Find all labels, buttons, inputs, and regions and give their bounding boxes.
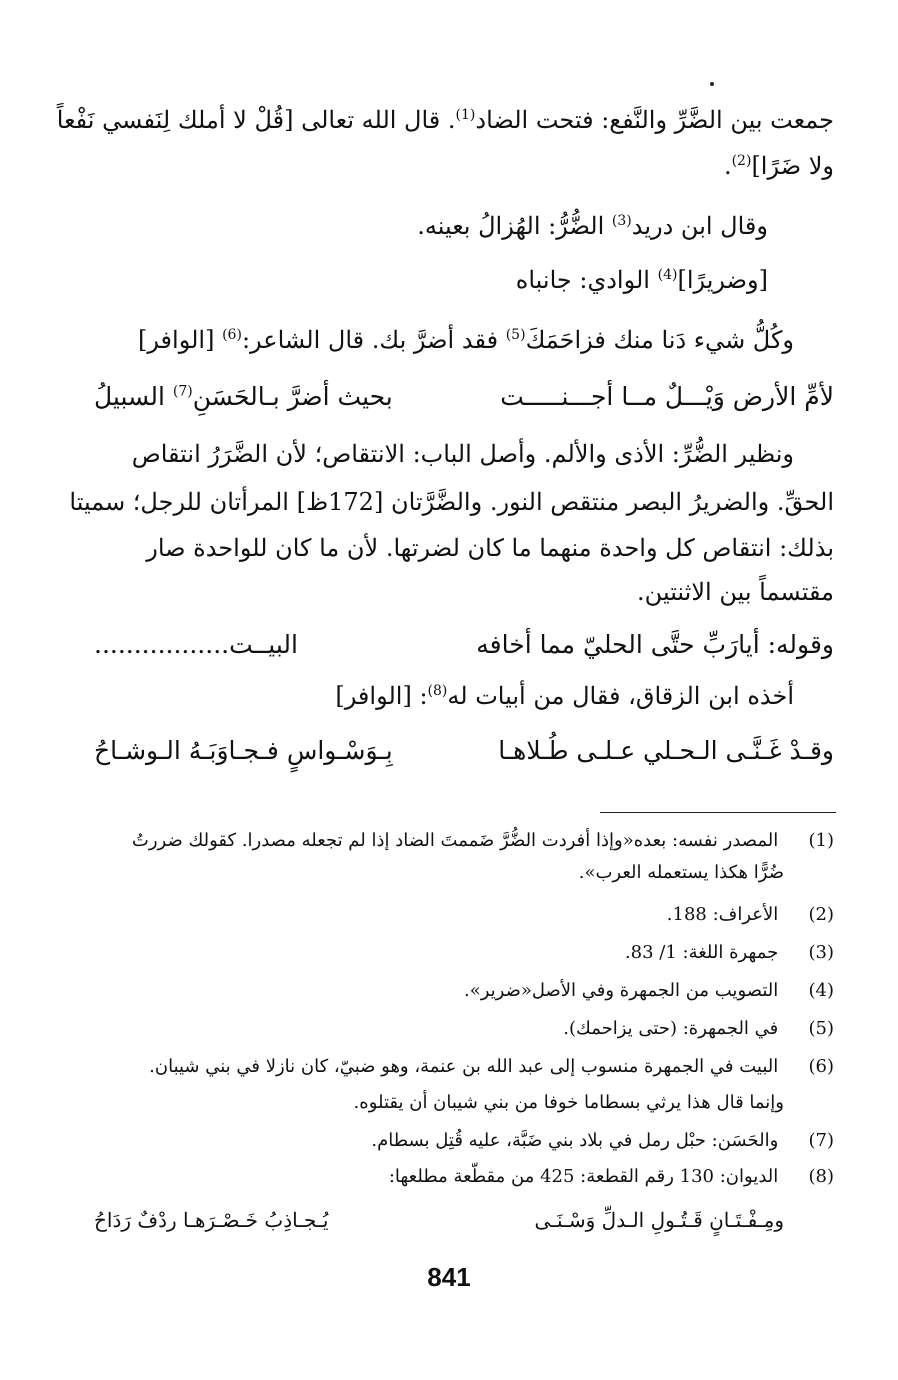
- footnote-5: (5) في الجمهرة: (حتى يزاحمك).: [563, 1018, 834, 1039]
- verse-first-hemistich: وقـدْ غَـنَّـى الـحـلي عـلـى طُـلاهـا: [498, 736, 834, 765]
- poem-verse-1: [94, 380, 834, 414]
- verse-second-hemistich: بحيث أضرَّ بـالحَسَنِ$^{(7)}$ السبيلُ: [94, 382, 393, 411]
- body-line-11: أخذه ابن الزقاق، فقال من أبيات له$^{(8)}$: [الوافر]: [335, 682, 794, 710]
- body-line-4: [وضريرًا]$^{(4)}$ الوادي: جانباه: [515, 266, 768, 294]
- body-line-2: ولا ضَرًا]$^{(2)}$.: [723, 152, 834, 180]
- footnote-1-cont: ضُرًّا هكذا يستعمله العرب».: [578, 862, 784, 883]
- body-line-6: ونظير الضُّرِّ: الأذى والألم. وأصل الباب: الانتقاص؛ لأن الضَّرَرُ انتقاص: [131, 440, 794, 468]
- body-line-1: جمعت بين الضَّرِّ والنَّفع: فتحت الضاد$^{(1)}$. قال الله تعالى [قُلْ لا أملك لِنَفسي نَفْعاً: [56, 106, 834, 134]
- footnote-7: (7) والحَسَن: حبْل رمل في بلاد بني ضَبَّة، عليه قُتِل بسطام.: [371, 1130, 834, 1151]
- footnote-1: (1) المصدر نفسه: بعده«وإذا أفردت الضُّرَّ ضَممتَ الضاد إذا لم تجعله مصدرا. كقولك ضررتُ: [131, 830, 834, 851]
- body-line-9: مقتسماً بين الاثنتين.: [637, 578, 834, 606]
- footnote-6-cont: وإنما قال هذا يرثي بسطاما خوفا من بني شيبان أن يقتلوه.: [353, 1092, 784, 1113]
- footnote-4: (4) التصويب من الجمهرة وفي الأصل«ضرير».: [463, 980, 834, 1001]
- footnote-3: (3) جمهرة اللغة: 1/ 83.: [624, 942, 834, 963]
- verse-first-hemistich: لأمِّ الأرض وَيْـــلٌ مــا أجـــنـــــت: [500, 382, 834, 411]
- footnote-verse: ومِـفْـتَـانٍ قَـتُـولِ الـدلِّ وَسْـنَـى يُـجـاذِبُ خَـصْـرَهـا ردْفٌ رَدَاحُ: [94, 1208, 784, 1232]
- body-line-3: وقال ابن دريد$^{(3)}$ الضُّرُّ: الهُزالُ بعينه.: [417, 212, 768, 240]
- verse-second-hemistich: بِـوَسْـواسٍ فـجـاوَبَـهُ الـوشـاحُ: [94, 736, 393, 765]
- page-number: 841: [427, 1262, 471, 1292]
- footnote-2: (2) الأعراف: 188.: [666, 904, 834, 925]
- poem-verse-2: [94, 734, 834, 768]
- footnote-8: (8) الديوان: 130 رقم القطعة: 425 من مقطّعة مطلعها:: [388, 1166, 834, 1187]
- ink-dot: [710, 82, 714, 86]
- body-line-7: الحقِّ. والضريرُ البصر منتقص النور. والضَّرَّتان [172ظ] المرأتان للرجل؛ سميتا: [69, 488, 834, 516]
- footnote-6: (6) البيت في الجمهرة منسوب إلى عبد الله بن عنمة، وهو ضبيّ، كان نازلا في بني شيبان.: [149, 1056, 834, 1077]
- body-line-5: وكُلُّ شيء دَنا منك فزاحَمَكَ$^{(5)}$ فقد أضرَّ بك. قال الشاعر:$^{(6)}$ [الوافر]: [137, 326, 794, 354]
- footnote-separator: [600, 812, 836, 813]
- body-line-8: بذلك: انتقاص كل واحدة منهما ما كان لضرتها. لأن ما كان للواحدة صار: [146, 534, 834, 562]
- body-line-10: وقوله: أيارَبِّ حتَّى الحليّ مما أخافه البيــت.................: [94, 630, 834, 659]
